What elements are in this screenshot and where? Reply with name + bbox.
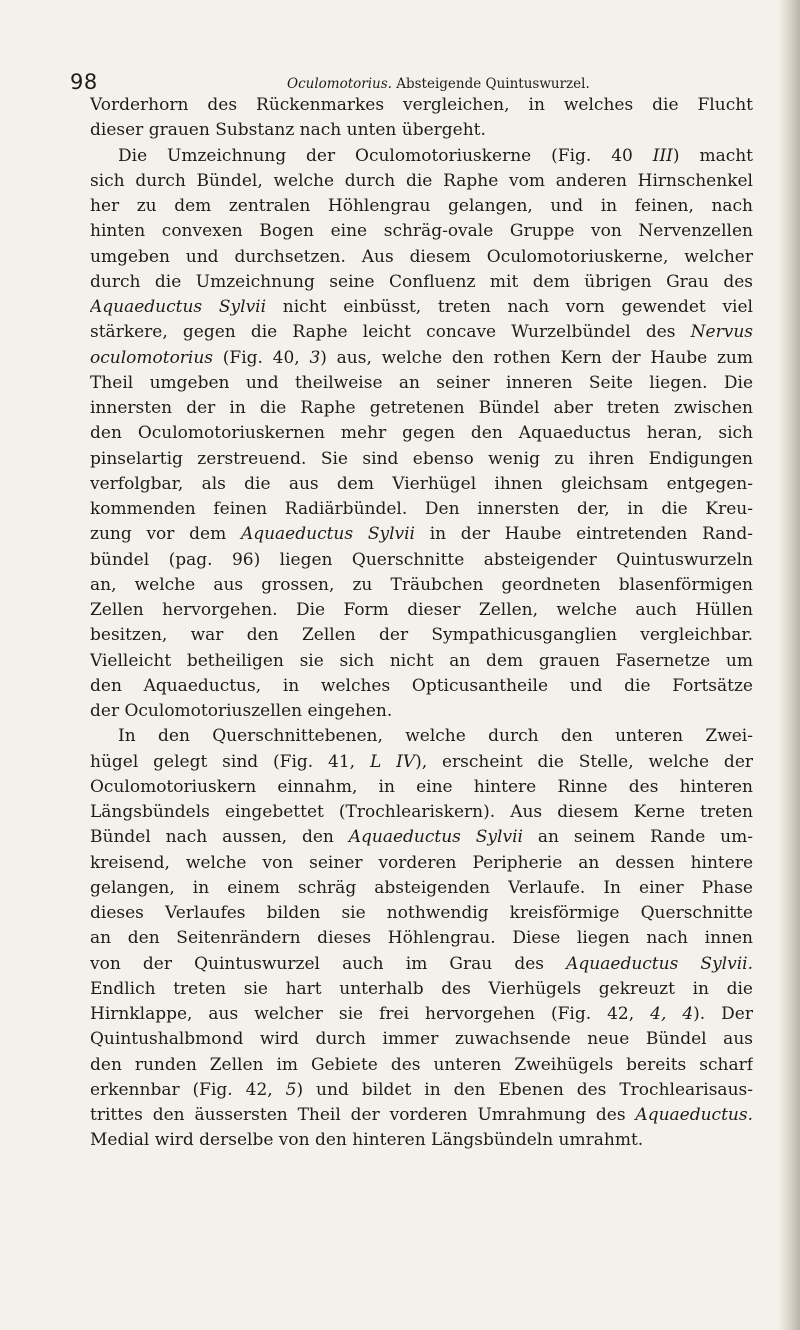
text-segment: Die Umzeichnung der Oculomotoriuskerne (Fig. 40 (118, 145, 653, 166)
text-segment: dieser grauen Substanz nach unten übergeht. (90, 120, 486, 141)
text-segment: Medial wird derselbe von den hinteren Längsbündeln umrahmt. (90, 1130, 644, 1151)
italic-text: III (652, 145, 673, 166)
text-line (90, 800, 753, 825)
text-line (90, 977, 753, 1002)
text-segment: Quintushalbmond wird durch immer zuwachsende neue Bündel aus (90, 1029, 753, 1050)
text-line (90, 901, 753, 926)
text-line (90, 295, 753, 320)
text-line (90, 548, 753, 573)
text-segment: in der Haube eintretenden Rand- (414, 524, 753, 545)
body-text (90, 93, 753, 1154)
text-segment: nicht einbüsst, treten nach vorn gewendet viel (266, 297, 753, 317)
running-title-subject: Absteigende Quintuswurzel. (391, 76, 590, 92)
text-segment: hinten convexen Bogen eine schräg-ovale Gruppe von Nervenzellen (90, 221, 753, 242)
running-title-chapter: Oculomotorius. (287, 76, 392, 92)
text-line (90, 573, 753, 598)
text-line (90, 472, 753, 497)
text-line (90, 396, 753, 421)
text-segment: ) macht (672, 145, 753, 166)
text-line (90, 649, 753, 674)
italic-text: Aquaeductus Sylvii. (566, 953, 753, 974)
text-line (90, 1053, 753, 1078)
text-line (90, 598, 753, 623)
text-segment: her zu dem zentralen Höhlengrau gelangen, und in feinen, nach (90, 196, 753, 216)
text-line (90, 750, 753, 775)
text-segment: Längsbündels eingebettet (Trochleariskern). Aus diesem Kerne treten (90, 802, 753, 822)
text-segment: Vorderhorn des Rückenmarkes vergleichen, in welches die Flucht (90, 95, 753, 115)
text-segment: kommenden feinen Radiärbündel. Den innersten der, in die Kreu- (90, 499, 753, 519)
text-segment: an, welche aus grossen, zu Träubchen geordneten blasenförmigen (90, 574, 753, 595)
text-segment: durch die Umzeichnung seine Confluenz mit dem übrigen Grau des (90, 271, 753, 292)
text-segment: ), erscheint die Stelle, welche der (415, 751, 753, 772)
text-segment: erkennbar (Fig. 42, (90, 1079, 286, 1100)
text-line (90, 952, 753, 977)
text-line (90, 724, 753, 749)
italic-text: 4, 4 (650, 1004, 694, 1024)
text-segment: stärkere, gegen die Raphe leicht concave Wurzelbündel des (90, 322, 691, 343)
text-segment: ) aus, welche den rothen Kern der Haube zum (320, 347, 753, 368)
text-line (90, 144, 753, 169)
italic-text: 5 (285, 1079, 297, 1100)
text-segment: pinselartig zerstreuend. Sie sind ebenso wenig zu ihren Endigungen (90, 448, 753, 469)
text-segment: In den Querschnittebenen, welche durch den unteren Zwei- (118, 726, 753, 747)
text-segment: an seinem Rande um- (522, 827, 753, 848)
text-line (90, 851, 753, 876)
text-line (90, 825, 753, 850)
text-segment: von der Quintuswurzel auch im Grau des (90, 953, 567, 974)
text-segment: bündel (pag. 96) liegen Querschnitte absteigender Quintuswurzeln (90, 549, 753, 570)
text-segment: Oculomotoriuskern einnahm, in eine hintere Rinne des hinteren (90, 776, 753, 797)
italic-text: Aquaeductus Sylvii (348, 827, 523, 848)
text-line (90, 421, 753, 446)
text-line (90, 876, 753, 901)
text-segment: Zellen hervorgehen. Die Form dieser Zellen, welche auch Hüllen (90, 600, 753, 620)
text-line (90, 371, 753, 396)
italic-text: 3 (309, 347, 321, 368)
text-segment: hügel gelegt sind (Fig. 41, (90, 751, 370, 772)
text-segment: den Oculomotoriuskernen mehr gegen den Aquaeductus heran, sich (90, 423, 753, 444)
text-segment: der Oculomotoriuszellen eingehen. (90, 701, 393, 721)
text-segment: besitzen, war den Zellen der Sympathicusganglien vergleichbar. (90, 625, 753, 646)
text-line (90, 270, 753, 295)
text-segment: trittes den äussersten Theil der vorderen Umrahmung des (90, 1105, 636, 1125)
text-line (90, 194, 753, 219)
text-line (90, 219, 753, 244)
text-line (90, 1128, 753, 1153)
text-segment: dieses Verlaufes bilden sie nothwendig kreisförmige Querschnitte (90, 903, 753, 923)
text-line (90, 522, 753, 547)
text-line (90, 320, 753, 345)
text-line (90, 346, 753, 371)
text-line (90, 169, 753, 194)
text-line (90, 1027, 753, 1052)
text-line (90, 1002, 753, 1027)
text-segment: Bündel nach aussen, den (90, 827, 349, 848)
page-number: 98 (70, 70, 98, 94)
italic-text: Nervus (690, 322, 753, 343)
text-line (90, 1078, 753, 1103)
text-segment: sich durch Bündel, welche durch die Raphe vom anderen Hirnschenkel (90, 170, 753, 191)
text-line (90, 497, 753, 522)
text-segment: umgeben und durchsetzen. Aus diesem Oculomotoriuskerne, welcher (90, 246, 753, 267)
page-edge-shadow (778, 0, 800, 1330)
text-segment: an den Seitenrändern dieses Höhlengrau. Diese liegen nach innen (90, 928, 753, 949)
text-segment: den runden Zellen im Gebiete des unteren Zweihügels bereits scharf (90, 1054, 753, 1075)
text-segment: den Aquaeductus, in welches Opticusantheile und die Fortsätze (90, 675, 753, 696)
italic-text: Aquaeductus Sylvii (240, 524, 415, 545)
text-line (90, 93, 753, 118)
italic-text: oculomotorius (90, 347, 214, 368)
italic-text: Aquaeductus Sylvii (90, 297, 267, 317)
running-title (287, 76, 590, 92)
text-segment: kreisend, welche von seiner vorderen Peripherie an dessen hintere (90, 852, 753, 873)
text-line (90, 775, 753, 800)
text-segment: (Fig. 40, (213, 347, 310, 368)
text-line (90, 674, 753, 699)
text-segment: Endlich treten sie hart unterhalb des Vierhügels gekreuzt in die (90, 978, 753, 999)
italic-text: L IV (369, 751, 416, 772)
text-line (90, 118, 753, 143)
text-segment: Vielleicht betheiligen sie sich nicht an dem grauen Fasernetze um (90, 650, 753, 671)
text-segment: verfolgbar, als die aus dem Vierhügel ihnen gleichsam entgegen- (90, 473, 753, 494)
text-segment: ) und bildet in den Ebenen des Trochlearisaus- (296, 1079, 753, 1100)
text-line (90, 623, 753, 648)
text-segment: gelangen, in einem schräg absteigenden Verlaufe. In einer Phase (90, 877, 753, 898)
text-segment: Theil umgeben und theilweise an seiner inneren Seite liegen. Die (90, 372, 753, 393)
text-segment: ). Der (693, 1004, 753, 1024)
text-segment: Hirnklappe, aus welcher sie frei hervorgehen (Fig. 42, (90, 1004, 651, 1024)
text-line (90, 447, 753, 472)
text-segment: zung vor dem (90, 524, 241, 545)
text-line (90, 699, 753, 724)
text-line (90, 926, 753, 951)
italic-text: Aquaeductus. (635, 1105, 753, 1125)
text-line (90, 245, 753, 270)
text-segment: innersten der in die Raphe getretenen Bündel aber treten zwischen (90, 398, 753, 418)
text-line (90, 1103, 753, 1128)
